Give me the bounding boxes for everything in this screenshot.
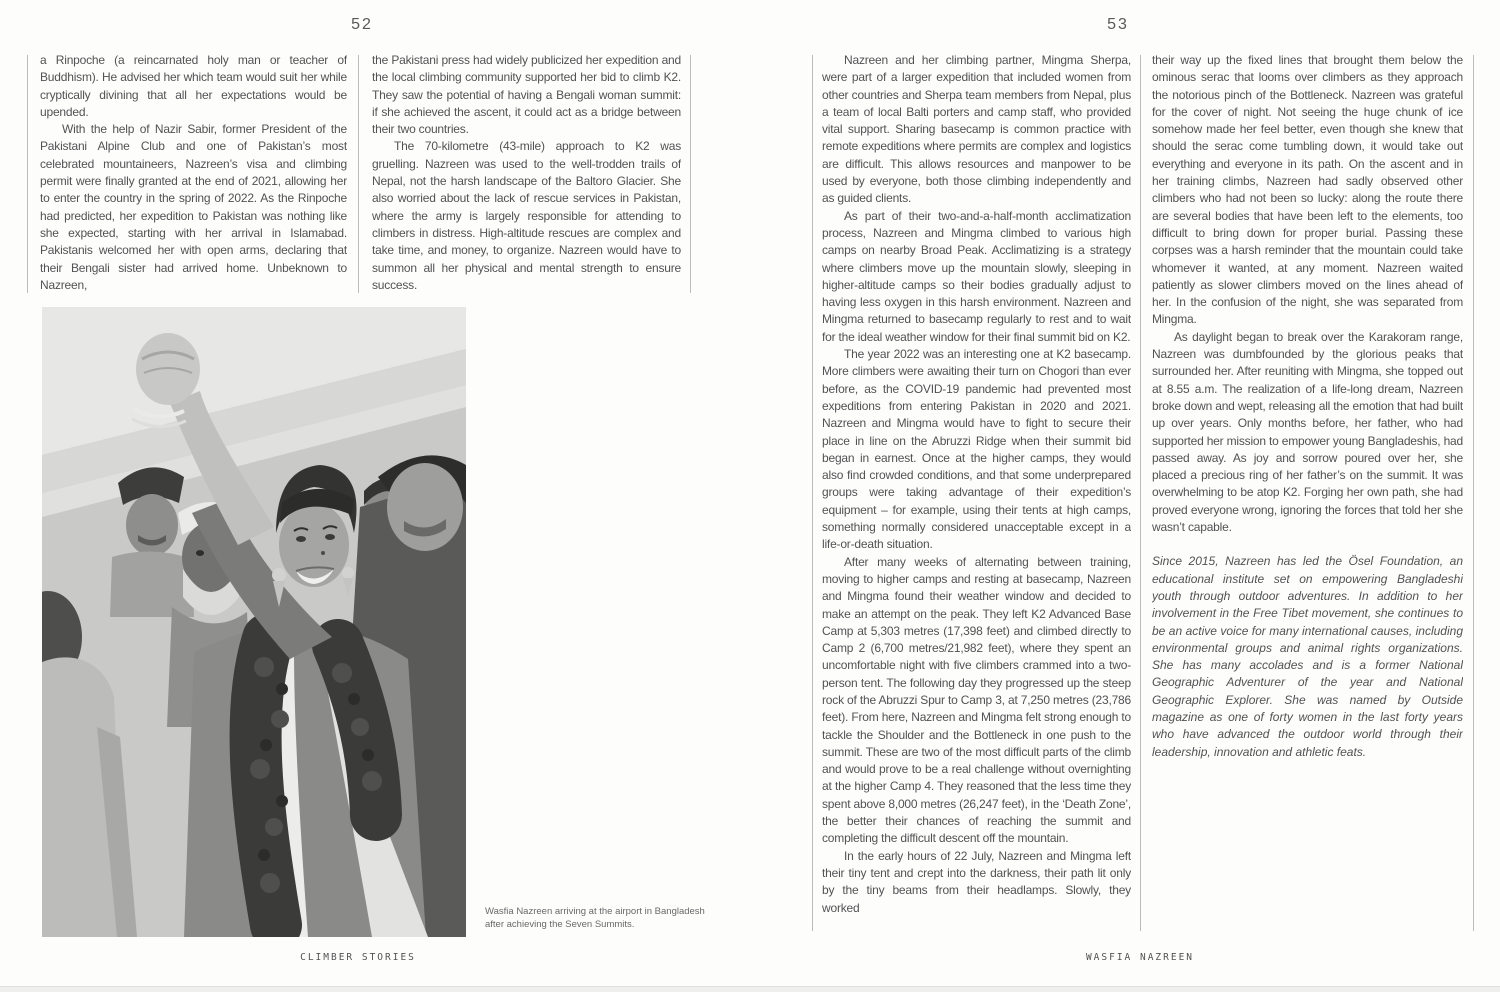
column-rule [1473,55,1474,931]
paragraph: As daylight began to break over the Karakoram range, Nazreen was dumbfounded by the glorious peaks that surrounded her. After reuniting with Mingma, she topped out at 8.55 a.m. The realization of a life-long dream, Nazreen broke down and wept, releasing all the emotion that had built up over years. Only months before, her father, who had supported her mission to empower young Bangladeshis, had passed away. As joy and sorrow poured over her, she placed a precious ring of her father’s on the summit. It was overwhelming to be atop K2. Forging her own path, she had proved everyone wrong, ignoring the forces that told her she wasn’t capable. [1152,329,1463,535]
paragraph: the Pakistani press had widely publicized her expedition and the local climbing community supported her bid to climb K2. They saw the potential of having a Bengali woman summit: if she achieved the ascent, it could act as a bridge between their two countries. [372,53,681,137]
page-number-right: 53 [1107,16,1129,33]
text-column-left-1 [40,52,347,294]
paragraph: In the early hours of 22 July, Nazreen and Mingma left their tiny tent and crept into the darkness, their path lit only by the tiny beams from their headlamps. Slowly, they worked [822,848,1131,915]
column-rule [1140,55,1141,931]
text-column-right-2 [1152,52,1463,761]
photo-caption: Wasfia Nazreen arriving at the airport in Bangladesh after achieving the Seven Summits. [485,906,705,930]
wasfia-nazreen-airport-photo [42,307,466,937]
column-rule [812,55,813,931]
running-footer-left: CLIMBER STORIES [300,952,416,963]
paragraph: As part of their two-and-a-half-month acclimatization process, Nazreen and Mingma climbed to various high camps on nearby Broad Peak. Acclimatizing is a strategy where climbers move up the mountain slowly, sleeping in higher-altitude camps so their bodies gradually adjust to having less oxygen in this harsh environment. Nazreen and Mingma returned to basecamp regularly to rest and to wait for the ideal weather window for their final summit bid on K2. [822,208,1131,344]
paragraph: Nazreen and her climbing partner, Mingma Sherpa, were part of a larger expedition that included women from other countries and Sherpa team members from Nepal, plus a team of local Balti porters and camp staff, who provided vital support. Sharing basecamp is common practice with remote expeditions where permits are complex and logistics are difficult. This allows resources and manpower to be used by everyone, both those climbing independently and as guided clients. [822,53,1131,206]
text-column-right-1 [822,52,1131,917]
column-rule [27,55,28,293]
page-bottom-edge [0,986,1500,992]
page-number-left: 52 [351,16,373,33]
paragraph: The year 2022 was an interesting one at K2 basecamp. More climbers were awaiting their turn on Chogori than ever before, as the COVID-19 pandemic had prevented most expeditions from entering Pakistan in 2020 and 2021. Nazreen and Mingma would have to fight to secure their place in line on the Abruzzi Ridge when their summit bid began in earnest. Once at the higher camps, they would also find crowded conditions, and that some underprepared groups were taking advantage of their expedition’s equipment – for example, using their tents at high camps, something normally considered unacceptable except in a life-or-death situation. [822,347,1131,552]
text-column-left-2 [372,52,681,294]
paragraph: a Rinpoche (a reincarnated holy man or teacher of Buddhism). He advised her which team would suit her while cryptically divining that all her expectations would be upended. [40,53,347,119]
paragraph: The 70-kilometre (43-mile) approach to K2 was gruelling. Nazreen was used to the well-trodden trails of Nepal, not the harsh landscape of the Baltoro Glacier. She also worried about the lack of rescue services in Pakistan, where the army is largely responsible for attending to climbers in distress. High-altitude rescues are complex and take time, and money, to organize. Nazreen would have to summon all her physical and mental strength to ensure success. [372,139,681,292]
paragraph: After many weeks of alternating between training, moving to higher camps and resting at basecamp, Nazreen and Mingma found their weather window and decided to make an attempt on the peak. They left K2 Advanced Base Camp at 5,303 metres (17,398 feet) and climbed directly to Camp 2 (6,700 metres/21,982 feet), where they spent an uncomfortable night with five climbers crammed into a two-person tent. The following day they progressed up the steep rock of the Abruzzi Spur to Camp 3, at 7,250 metres (23,786 feet). From here, Nazreen and Mingma felt strong enough to tackle the Shoulder and the Bottleneck in one push to the summit. These are two of the most difficult parts of the climb and would prove to be a real challenge without overnighting at the higher Camp 4. They reasoned that the less time they spent above 8,000 metres (26,247 feet), in the ‘Death Zone’, the better their chances of reaching the summit and completing the difficult descent off the mountain. [822,554,1131,846]
paragraph: With the help of Nazir Sabir, former President of the Pakistani Alpine Club and one of Pakistan’s most celebrated mountaineers, Nazreen’s visa and climbing permit were finally granted at the end of 2021, allowing her to enter the country in the spring of 2022. As the Rinpoche had predicted, her expedition to Pakistan was nothing like she expected, starting with her arrival in Islamabad. Pakistanis welcomed her with open arms, declaring that their Bengali sister had arrived home. Unbeknown to Nazreen, [40,122,347,292]
paragraph-italic-bio: Since 2015, Nazreen has led the Ösel Foundation, an educational institute set on empowering Bangladeshi youth through outdoor adventures. In addition to her involvement in the Free Tibet movement, she continues to be an active voice for many international causes, including environmental groups and animal rights organizations. She has many accolades and is a former National Geographic Adventurer of the year and National Geographic Explorer. She was named by Outside magazine as one of forty women in the last forty years who have advanced the outdoor world through their leadership, innovation and athletic feats. [1152,554,1463,759]
paragraph: their way up the fixed lines that brought them below the ominous serac that looms over climbers as they approach the notorious pinch of the Bottleneck. Nazreen was grateful for the cover of night. Not seeing the huge chunk of ice somehow made her feel better, even though she knew that should the serac come tumbling down, it would take out everything and everyone in its path. On the ascent and in her training climbs, Nazreen had sadly observed other climbers who had not been so lucky: along the route there are several bodies that have been left to the elements, too difficult to bring down for proper burial. Passing these corpses was a harsh reminder that the mountain could take whomever it wanted, at any moment. Nazreen waited patiently as slower climbers moved on the lines ahead of her. In the confusion of the night, she was separated from Mingma. [1152,53,1463,327]
column-rule [690,55,691,293]
running-footer-right: WASFIA NAZREEN [1085,952,1195,963]
column-rule [358,55,359,293]
